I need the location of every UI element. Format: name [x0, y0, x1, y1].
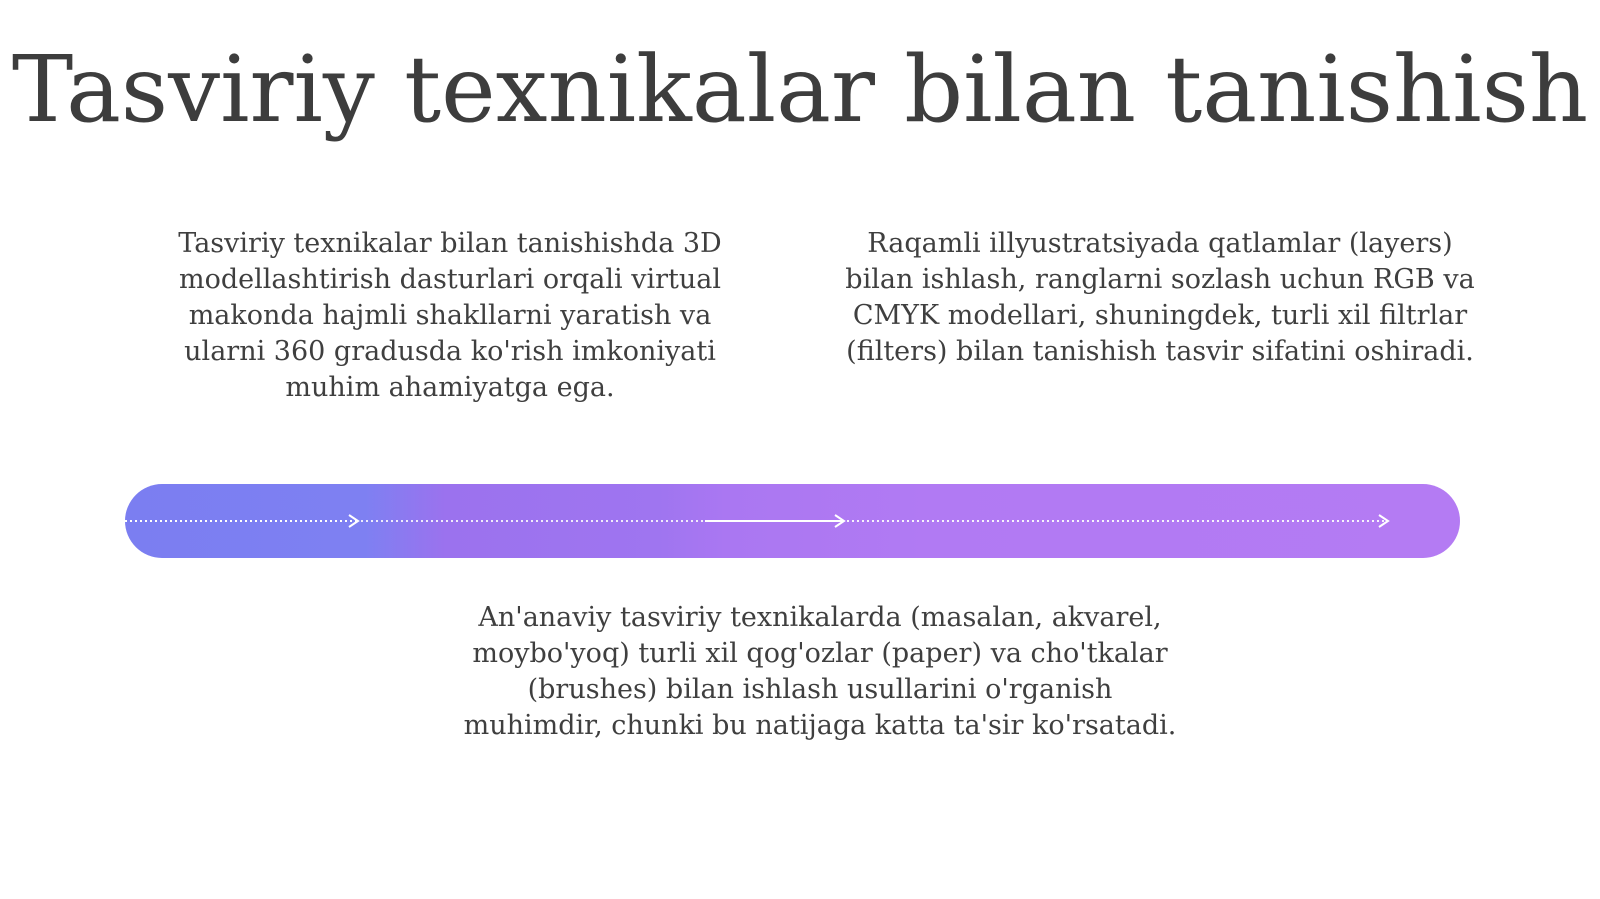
- text-block-right: Raqamli illyustratsiyada qatlamlar (layers) bilan ishlash, ranglarni sozlash uchun RGB va CMYK modellari, shuningdek, turli xil filtrlar (filters) bilan tanishish tasvir sifatini oshiradi.: [845, 228, 1475, 367]
- text-block-left: Tasviriy texnikalar bilan tanishishda 3D modellashtirish dasturlari orqali virtual makonda hajmli shakllarni yaratish va ularni 360 gradusda ko'rish imkoniyati muhim ahamiyatga ega.: [178, 228, 722, 403]
- timeline-bar: [125, 484, 1460, 558]
- text-block-bottom: An'anaviy tasviriy texnikalarda (masalan, akvarel, moybo'yoq) turli xil qog'ozlar (paper) va cho'tkalar (brushes) bilan ishlash usullarini o'rganish muhimdir, chunki bu natijaga katta ta'sir ko'rsatadi.: [463, 602, 1177, 741]
- timeline-arrows: [125, 484, 1460, 558]
- slide-title: Tasviriy texnikalar bilan tanishish: [11, 36, 1589, 143]
